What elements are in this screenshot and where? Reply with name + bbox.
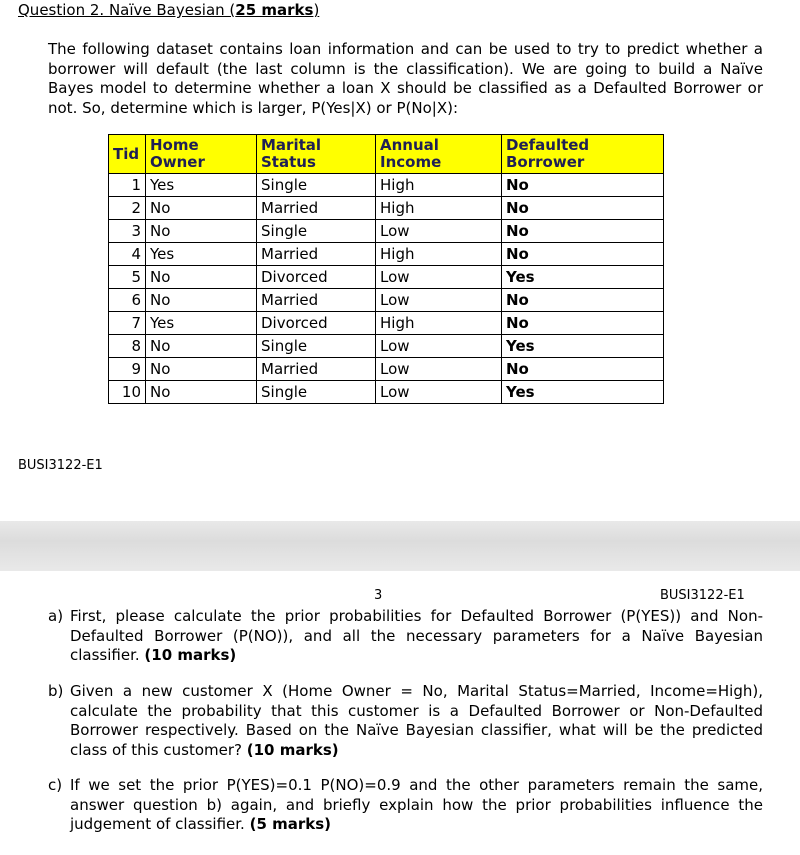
- header-tid: Tid: [109, 135, 146, 174]
- header-annual-income: Annual Income: [376, 135, 502, 174]
- table-row: [109, 312, 664, 335]
- table-row: [109, 335, 664, 358]
- cell-home-owner: Yes: [146, 174, 257, 197]
- title-prefix: Question 2. Naïve Bayesian (: [18, 1, 236, 19]
- loan-dataset-table: [108, 134, 664, 404]
- cell-home-owner: No: [146, 220, 257, 243]
- cell-annual-income: Low: [376, 220, 502, 243]
- cell-tid: 9: [109, 358, 146, 381]
- cell-annual-income: Low: [376, 358, 502, 381]
- question-part-c: [48, 776, 763, 835]
- table-row: [109, 197, 664, 220]
- cell-tid: 3: [109, 220, 146, 243]
- cell-annual-income: High: [376, 243, 502, 266]
- header-home-owner: Home Owner: [146, 135, 257, 174]
- cell-marital-status: Married: [257, 197, 376, 220]
- part-body: Given a new customer X (Home Owner = No, Marital Status=Married, Income=High), calculate the probability that this customer is a Defaulted Borrower or Non-Defaulted Borrower respectively. Based on the Naïve Bayesian classifier, what will be the predicted class of this customer?: [70, 682, 763, 759]
- cell-defaulted: No: [502, 358, 664, 381]
- cell-defaulted: Yes: [502, 266, 664, 289]
- title-marks: 25 marks: [235, 1, 314, 19]
- cell-home-owner: No: [146, 358, 257, 381]
- cell-home-owner: Yes: [146, 312, 257, 335]
- cell-marital-status: Divorced: [257, 312, 376, 335]
- table-row: [109, 381, 664, 404]
- cell-annual-income: High: [376, 174, 502, 197]
- title-suffix: ): [313, 1, 320, 19]
- table-header-row: [109, 135, 664, 174]
- cell-annual-income: High: [376, 312, 502, 335]
- part-label: b): [48, 682, 64, 700]
- cell-home-owner: No: [146, 197, 257, 220]
- part-text: [70, 776, 763, 835]
- cell-tid: 6: [109, 289, 146, 312]
- question-part-b: [48, 682, 763, 760]
- table-row: [109, 358, 664, 381]
- cell-home-owner: Yes: [146, 243, 257, 266]
- cell-tid: 4: [109, 243, 146, 266]
- cell-tid: 8: [109, 335, 146, 358]
- cell-marital-status: Single: [257, 335, 376, 358]
- cell-annual-income: Low: [376, 381, 502, 404]
- table-row: [109, 266, 664, 289]
- cell-home-owner: No: [146, 381, 257, 404]
- cell-tid: 2: [109, 197, 146, 220]
- cell-annual-income: Low: [376, 266, 502, 289]
- page-separator: [0, 521, 800, 571]
- cell-tid: 1: [109, 174, 146, 197]
- cell-defaulted: Yes: [502, 381, 664, 404]
- cell-defaulted: No: [502, 197, 664, 220]
- cell-tid: 7: [109, 312, 146, 335]
- header-marital-status: Marital Status: [257, 135, 376, 174]
- table-row: [109, 174, 664, 197]
- table-row: [109, 243, 664, 266]
- part-marks: (5 marks): [249, 815, 332, 833]
- table-row: [109, 220, 664, 243]
- cell-defaulted: No: [502, 220, 664, 243]
- cell-annual-income: Low: [376, 335, 502, 358]
- cell-marital-status: Single: [257, 174, 376, 197]
- cell-annual-income: Low: [376, 289, 502, 312]
- cell-defaulted: No: [502, 243, 664, 266]
- cell-marital-status: Married: [257, 289, 376, 312]
- part-label: a): [48, 607, 64, 625]
- cell-home-owner: No: [146, 266, 257, 289]
- cell-annual-income: High: [376, 197, 502, 220]
- cell-marital-status: Married: [257, 358, 376, 381]
- header-course-code: BUSI3122-E1: [660, 588, 745, 603]
- cell-defaulted: No: [502, 174, 664, 197]
- page-2: [0, 571, 800, 855]
- part-text: [70, 607, 763, 666]
- part-body: If we set the prior P(YES)=0.1 P(NO)=0.9 and the other parameters remain the same, answer question b) again, and briefly explain how the prior probabilities influence the judgement of classifier.: [70, 776, 763, 833]
- page-number: 3: [374, 588, 383, 603]
- part-body: First, please calculate the prior probabilities for Defaulted Borrower (P(YES)) and Non-Defaulted Borrower (P(NO)), and all the necessary parameters for a Naïve Bayesian classifier.: [70, 607, 763, 664]
- part-marks: (10 marks): [144, 646, 237, 664]
- cell-defaulted: No: [502, 289, 664, 312]
- cell-tid: 5: [109, 266, 146, 289]
- cell-marital-status: Divorced: [257, 266, 376, 289]
- question-intro: The following dataset contains loan information and can be used to try to predict whether a borrower will default (the last column is the classification). We are going to build a Naïve Bayes model to determine whether a loan X should be classified as a Defaulted Borrower or not. So, determine which is larger, P(Yes|X) or P(No|X):: [48, 40, 763, 117]
- cell-defaulted: Yes: [502, 335, 664, 358]
- cell-defaulted: No: [502, 312, 664, 335]
- footer-course-code: BUSI3122-E1: [18, 458, 103, 473]
- part-text: [70, 682, 763, 760]
- cell-marital-status: Single: [257, 381, 376, 404]
- cell-marital-status: Married: [257, 243, 376, 266]
- cell-home-owner: No: [146, 289, 257, 312]
- header-defaulted-borrower: Defaulted Borrower: [502, 135, 664, 174]
- cell-tid: 10: [109, 381, 146, 404]
- cell-home-owner: No: [146, 335, 257, 358]
- question-part-a: [48, 607, 763, 666]
- part-label: c): [48, 776, 63, 794]
- cell-marital-status: Single: [257, 220, 376, 243]
- table-row: [109, 289, 664, 312]
- part-marks: (10 marks): [246, 740, 339, 759]
- question-title: [18, 0, 319, 20]
